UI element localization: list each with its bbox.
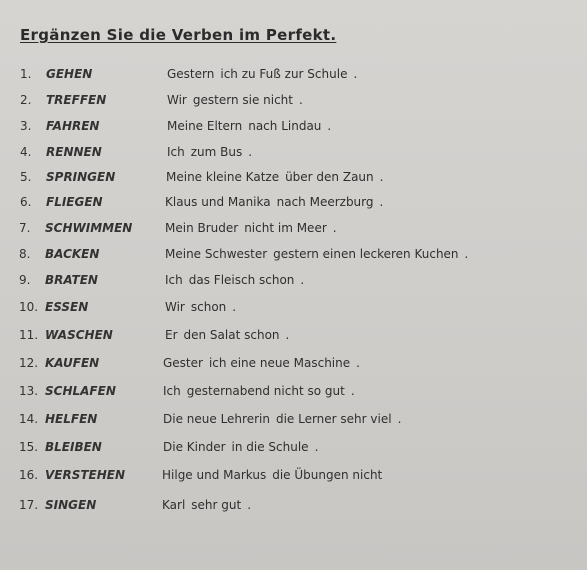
exercise-row (0, 119, 587, 137)
sentence (167, 93, 303, 107)
infinitive-verb: BRATEN (45, 273, 98, 287)
sentence (165, 195, 383, 209)
sentence-start: Wir (165, 300, 185, 314)
sentence-end: . (379, 170, 384, 184)
sentence-start: Wir (167, 93, 187, 107)
exercise-number: 1. (20, 67, 32, 81)
sentence-middle: nach Meerzburg (276, 195, 374, 209)
worksheet-title: Ergänzen Sie die Verben im Perfekt. (20, 26, 337, 44)
infinitive-verb: SPRINGEN (46, 170, 116, 184)
infinitive-verb: SCHWIMMEN (45, 221, 133, 235)
exercise-row (0, 273, 587, 291)
sentence-middle: gestern sie nicht (192, 93, 293, 107)
sentence-end: . (232, 300, 237, 314)
sentence-end: . (299, 93, 303, 107)
sentence-start: Mein Bruder (165, 221, 239, 235)
sentence-end: . (332, 221, 337, 235)
exercise-row (0, 328, 587, 346)
sentence-middle: die Lerner sehr viel (275, 412, 392, 426)
infinitive-verb: BACKEN (45, 247, 100, 261)
exercise-number: 3. (20, 119, 32, 133)
exercise-number: 10. (19, 300, 39, 314)
sentence-end: . (285, 328, 290, 342)
sentence-end: . (350, 384, 355, 398)
exercise-row (0, 195, 587, 213)
exercise-number: 8. (19, 247, 31, 261)
sentence-start: Gester (163, 356, 203, 370)
sentence-end: . (464, 247, 469, 261)
exercise-number: 17. (19, 498, 39, 512)
sentence-middle: gesternabend nicht so gut (186, 384, 345, 398)
sentence (162, 468, 388, 482)
sentence-middle: ich zu Fuß zur Schule (220, 67, 348, 81)
exercise-row (0, 468, 587, 486)
infinitive-verb: TREFFEN (46, 93, 107, 107)
sentence-end: . (327, 119, 332, 133)
sentence-start: Ich (163, 384, 181, 398)
sentence-end: . (247, 498, 252, 512)
exercise-row (0, 300, 587, 318)
sentence-start: Die Kinder (163, 440, 226, 454)
sentence (165, 328, 289, 342)
exercise-row (0, 93, 587, 111)
sentence-middle: ich eine neue Maschine (208, 356, 351, 370)
exercise-row (0, 440, 587, 458)
sentence-start: Die neue Lehrerin (163, 412, 270, 426)
sentence-start: Hilge und Markus (162, 468, 267, 482)
sentence-middle: schon (190, 300, 227, 314)
sentence-end: . (379, 195, 384, 209)
exercise-number: 15. (19, 440, 39, 454)
exercise-number: 12. (19, 356, 39, 370)
infinitive-verb: VERSTEHEN (45, 468, 126, 482)
sentence-end: . (353, 67, 358, 81)
infinitive-verb: WASCHEN (45, 328, 113, 342)
infinitive-verb: FAHREN (46, 119, 100, 133)
sentence (163, 384, 355, 398)
infinitive-verb: SCHLAFEN (45, 384, 116, 398)
sentence-start: Ich (165, 273, 183, 287)
sentence (165, 247, 468, 261)
sentence-middle: nach Lindau (248, 119, 322, 133)
exercise-number: 7. (19, 221, 31, 235)
exercise-row (0, 67, 587, 85)
exercise-number: 14. (19, 412, 39, 426)
sentence (163, 440, 318, 454)
exercise-number: 9. (19, 273, 31, 287)
sentence-start: Gestern (167, 67, 215, 81)
sentence-end: . (397, 412, 402, 426)
sentence-start: Ich (167, 145, 185, 159)
sentence-middle: die Übungen nicht (272, 468, 383, 482)
sentence-middle: den Salat schon (183, 328, 280, 342)
exercise-number: 2. (20, 93, 32, 107)
sentence-middle: nicht im Meer (244, 221, 327, 235)
exercise-row (0, 384, 587, 402)
sentence-end: . (248, 145, 253, 159)
sentence (167, 67, 357, 81)
sentence (165, 273, 304, 287)
sentence-middle: gestern einen leckeren Kuchen (273, 247, 459, 261)
infinitive-verb: GEHEN (46, 67, 93, 81)
exercise-number: 11. (19, 328, 39, 342)
exercise-number: 5. (20, 170, 32, 184)
infinitive-verb: FLIEGEN (46, 195, 103, 209)
infinitive-verb: RENNEN (46, 145, 102, 159)
exercise-number: 6. (20, 195, 32, 209)
exercise-row (0, 356, 587, 374)
sentence-end: . (356, 356, 360, 370)
sentence-middle: über den Zaun (285, 170, 374, 184)
sentence-start: Meine kleine Katze (166, 170, 280, 184)
sentence-start: Er (165, 328, 178, 342)
exercise-number: 4. (20, 145, 32, 159)
sentence (167, 145, 252, 159)
sentence-middle: das Fleisch schon (188, 273, 295, 287)
sentence (167, 119, 331, 133)
infinitive-verb: KAUFEN (45, 356, 100, 370)
exercise-row (0, 498, 587, 516)
exercise-number: 16. (19, 468, 39, 482)
sentence (162, 498, 251, 512)
sentence-start: Klaus und Manika (165, 195, 271, 209)
sentence-middle: sehr gut (191, 498, 242, 512)
exercise-row (0, 145, 587, 163)
exercise-row (0, 170, 587, 188)
sentence-middle: zum Bus (190, 145, 243, 159)
sentence-start: Karl (162, 498, 186, 512)
sentence-start: Meine Schwester (165, 247, 268, 261)
sentence-middle: in die Schule (231, 440, 309, 454)
sentence (163, 412, 401, 426)
sentence (166, 170, 383, 184)
exercise-row (0, 247, 587, 265)
infinitive-verb: BLEIBEN (45, 440, 102, 454)
sentence-end: . (314, 440, 319, 454)
infinitive-verb: SINGEN (45, 498, 97, 512)
exercise-row (0, 412, 587, 430)
exercise-number: 13. (19, 384, 39, 398)
sentence (163, 356, 360, 370)
sentence-end: . (300, 273, 305, 287)
sentence-start: Meine Eltern (167, 119, 243, 133)
infinitive-verb: ESSEN (45, 300, 89, 314)
exercise-row (0, 221, 587, 239)
infinitive-verb: HELFEN (45, 412, 98, 426)
sentence (165, 300, 236, 314)
sentence (165, 221, 337, 235)
